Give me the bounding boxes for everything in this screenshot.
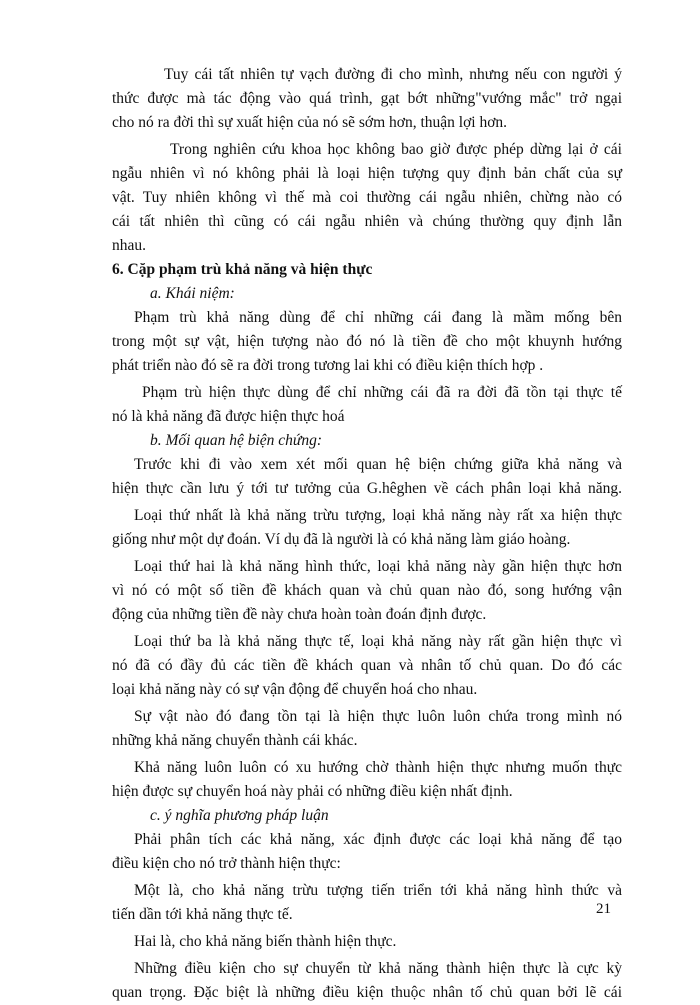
text-line: Loại thứ hai là khả năng hình thức, loại khả năng này gần hiện thực hơn — [134, 558, 622, 575]
text-line: Phạm trù hiện thực dùng để chỉ những cái đã ra đời đã tồn tại thực tế — [142, 384, 622, 401]
text-line: Sự vật nào đó đang tồn tại là hiện thực luôn luôn chứa trong mình nó — [134, 708, 622, 725]
subsection-heading: a. Khái niệm: — [150, 285, 235, 302]
text-line: ngẫu nhiên vì nó không phải là loại hiện tượng quy định bản chất của sự — [112, 165, 622, 182]
text-line: Phải phân tích các khả năng, xác định được các loại khả năng để tạo — [134, 831, 622, 848]
text-line: trong một sự vật, hiện tượng nào đó nó là tiền đề cho một khuynh hướng — [112, 333, 622, 350]
text-line: cái tất nhiên thì cũng có cái ngẫu nhiên và chúng thường quy định lẫn — [112, 213, 622, 230]
page-number: 21 — [596, 901, 611, 917]
subsection-heading: b. Mối quan hệ biện chứng: — [150, 432, 323, 449]
text-line: Trong nghiên cứu khoa học không bao giờ được phép dừng lại ở cái — [170, 141, 622, 158]
text-line: Tuy cái tất nhiên tự vạch đường đi cho mình, nhưng nếu con người ý — [164, 66, 622, 83]
text-line: Khả năng luôn luôn có xu hướng chờ thành hiện thực nhưng muốn thực — [134, 759, 622, 776]
text-line: tiến dần tới khả năng thực tế. — [112, 906, 293, 923]
text-line: vì nó có một số tiền đề khách quan và chủ quan nào đó, song hướng vận — [112, 582, 622, 599]
text-line: Hai là, cho khả năng biến thành hiện thực. — [134, 933, 397, 950]
text-line: Một là, cho khả năng trừu tượng tiến triển tới khả năng hình thức và — [134, 882, 622, 899]
text-line: Phạm trù khả năng dùng để chỉ những cái đang là mầm mống bên — [134, 309, 622, 326]
text-line: vật. Tuy nhiên không vì thế mà coi thường cái ngẫu nhiên, chừng nào có — [112, 189, 622, 206]
subsection-heading: c. ý nghĩa phương pháp luận — [150, 807, 329, 824]
text-line: giống như một dự đoán. Ví dụ đã là người là có khả năng làm giáo hoàng. — [112, 531, 571, 548]
text-line: quan trọng. Đặc biệt là những điều kiện thuộc nhân tố chủ quan bởi lẽ cái — [112, 984, 622, 1001]
text-line: hiện thực cần lưu ý tới tư tưởng của G.hêghen về cách phân loại khả năng. — [112, 480, 622, 497]
text-line: động của những tiền đề này chưa hoàn toàn đoán định được. — [112, 606, 487, 623]
text-line: nhau. — [112, 237, 147, 254]
document-page — [112, 63, 622, 1005]
text-line: thức được mà tác động vào quá trình, gạt bớt những"vướng mắc" trở ngại — [112, 90, 622, 107]
text-line: điều kiện cho nó trở thành hiện thực: — [112, 855, 341, 872]
text-line: Những điều kiện cho sự chuyển từ khả năng thành hiện thực là cực kỳ — [134, 960, 622, 977]
text-line: Loại thứ nhất là khả năng trừu tượng, loại khả năng này rất xa hiện thực — [134, 507, 622, 524]
text-line: hiện được sự chuyển hoá này phải có những điều kiện nhất định. — [112, 783, 513, 800]
text-line: loại khả năng này có sự vận động để chuyển hoá cho nhau. — [112, 681, 478, 698]
text-line: cho nó ra đời thì sự xuất hiện của nó sẽ sớm hơn, thuận lợi hơn. — [112, 114, 508, 131]
text-line: phát triển nào đó sẽ ra đời trong tương lai khi có điều kiện thích hợp . — [112, 357, 544, 374]
section-heading: 6. Cặp phạm trù khả năng và hiện thực — [112, 261, 373, 278]
text-line: nó đã có đầy đủ các tiền đề khách quan và nhân tố chủ quan. Do đó các — [112, 657, 622, 674]
text-line: Trước khi đi vào xem xét mối quan hệ biện chứng giữa khả năng và — [134, 456, 622, 473]
text-line: Loại thứ ba là khả năng thực tế, loại khả năng này rất gần hiện thực vì — [134, 633, 622, 650]
text-line: những khả năng chuyển thành cái khác. — [112, 732, 358, 749]
text-line: nó là khả năng đã được hiện thực hoá — [112, 408, 345, 425]
